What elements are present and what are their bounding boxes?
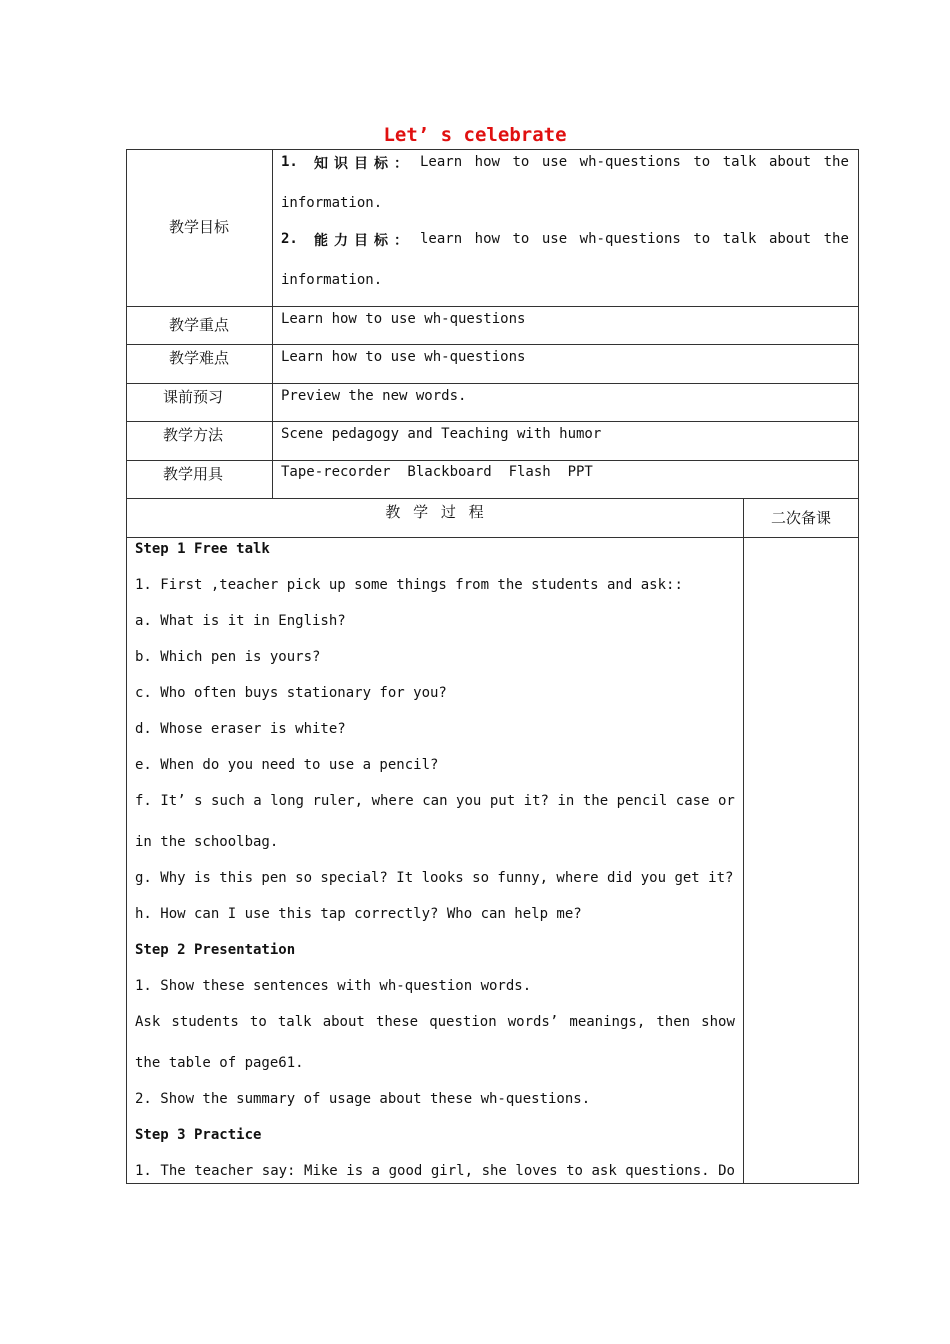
- word: meanings,: [569, 1014, 646, 1030]
- word: about: [768, 231, 812, 247]
- process-header-divider: [126, 537, 859, 538]
- word: where: [371, 793, 414, 809]
- question-d: d. Whose eraser is white?: [135, 721, 346, 737]
- row-divider: [126, 421, 859, 422]
- objective1-line2: information.: [281, 195, 383, 211]
- word: girl,: [430, 1163, 474, 1179]
- word: show: [701, 1014, 735, 1030]
- word: students: [171, 1014, 239, 1030]
- second-prep-header: 二次备课: [770, 509, 831, 527]
- methods-value: Scene pedagogy and Teaching with humor: [281, 426, 602, 442]
- word: the: [823, 154, 849, 170]
- row-divider: [126, 306, 859, 307]
- question-a: a. What is it in English?: [135, 613, 346, 629]
- tools-label: 教学用具: [162, 465, 223, 483]
- step1-intro: 1. First ,teacher pick up some things from the students and ask::: [135, 577, 683, 593]
- objective1-line1: [420, 154, 849, 170]
- word: you: [456, 793, 482, 809]
- word: It’ s: [160, 793, 203, 809]
- objective1-label: 知识目标：: [314, 156, 414, 172]
- word: Ask: [135, 1014, 161, 1030]
- word: use: [541, 231, 568, 247]
- difficulties-value: Learn how to use wh-questions: [281, 349, 526, 365]
- step2-item1: 1. Show these sentences with wh-question words.: [135, 978, 532, 994]
- process-table-divider: [743, 498, 744, 1184]
- objective2-number: 2.: [281, 231, 298, 247]
- word: can: [422, 793, 448, 809]
- word: she: [481, 1163, 507, 1179]
- word: then: [656, 1014, 691, 1030]
- word: about: [768, 154, 812, 170]
- objective2-line1: [420, 231, 849, 247]
- word: put: [489, 793, 516, 809]
- word: about: [322, 1014, 365, 1030]
- word: case: [675, 793, 710, 809]
- word: talk: [277, 1014, 312, 1030]
- row-divider: [126, 383, 859, 384]
- question-g: g. Why is this pen so special? It looks so funny, where did you get it?: [135, 870, 734, 886]
- word: talk: [722, 231, 757, 247]
- document-title: Let’ s celebrate: [383, 124, 567, 146]
- word: such: [211, 793, 245, 809]
- word: 1.: [135, 1163, 152, 1179]
- word: Mike: [304, 1163, 338, 1179]
- step2-ask-line2: the table of page61.: [135, 1055, 304, 1071]
- step3-title: Step 3 Practice: [135, 1127, 262, 1143]
- word: use: [541, 154, 568, 170]
- word: a: [371, 1163, 381, 1179]
- word: teacher: [194, 1163, 254, 1179]
- word: good: [388, 1163, 423, 1179]
- difficulties-label: 教学难点: [168, 349, 229, 367]
- step1-title: Step 1 Free talk: [135, 541, 270, 557]
- word: pencil: [616, 793, 668, 809]
- word: ruler,: [312, 793, 364, 809]
- word: say:: [261, 1163, 296, 1179]
- word: to: [512, 231, 530, 247]
- word: to: [249, 1014, 267, 1030]
- word: words’: [507, 1014, 559, 1030]
- word: Do: [718, 1163, 735, 1179]
- question-c: c. Who often buys stationary for you?: [135, 685, 447, 701]
- tools-value: Tape-recorder Blackboard Flash PPT: [281, 464, 593, 480]
- word: question: [429, 1014, 497, 1030]
- step2-item2: 2. Show the summary of usage about these wh-questions.: [135, 1091, 591, 1107]
- word: or: [718, 793, 735, 809]
- word: a: [253, 793, 262, 809]
- objective2-label: 能力目标：: [314, 233, 414, 249]
- word: f.: [135, 793, 152, 809]
- word: is: [346, 1163, 364, 1179]
- question-h: h. How can I use this tap correctly? Who can help me?: [135, 906, 582, 922]
- preview-label: 课前预习: [162, 388, 223, 406]
- objectives-label: 教学目标: [168, 218, 229, 236]
- info-table-divider: [272, 149, 273, 499]
- word: Learn: [420, 154, 463, 170]
- word: to: [512, 154, 530, 170]
- word: wh-questions: [579, 231, 681, 247]
- question-f-line2: in the schoolbag.: [135, 834, 279, 850]
- word: questions.: [625, 1163, 710, 1179]
- word: learn: [420, 231, 463, 247]
- question-f-line1: [135, 793, 735, 809]
- process-header: 教 学 过 程: [385, 503, 484, 521]
- word: the: [823, 231, 849, 247]
- word: how: [474, 154, 500, 170]
- objective1-number: 1.: [281, 154, 298, 170]
- step3-item1-line1: [135, 1163, 735, 1179]
- key-points-label: 教学重点: [168, 316, 229, 334]
- word: long: [270, 793, 304, 809]
- word: the: [582, 793, 609, 809]
- preview-value: Preview the new words.: [281, 388, 467, 404]
- word: to: [693, 154, 711, 170]
- word: ask: [591, 1163, 617, 1179]
- word: these: [375, 1014, 419, 1030]
- word: talk: [722, 154, 757, 170]
- word: wh-questions: [579, 154, 681, 170]
- step2-ask-line1: [135, 1014, 735, 1030]
- word: The: [160, 1163, 186, 1179]
- question-b: b. Which pen is yours?: [135, 649, 321, 665]
- objective2-line2: information.: [281, 272, 383, 288]
- word: loves: [515, 1163, 558, 1179]
- row-divider: [126, 344, 859, 345]
- word: to: [693, 231, 711, 247]
- word: how: [474, 231, 500, 247]
- word: it?: [523, 793, 549, 809]
- word: to: [566, 1163, 583, 1179]
- key-points-value: Learn how to use wh-questions: [281, 311, 526, 327]
- methods-label: 教学方法: [162, 426, 223, 444]
- word: in: [557, 793, 575, 809]
- row-divider: [126, 460, 859, 461]
- question-e: e. When do you need to use a pencil?: [135, 757, 439, 773]
- step2-title: Step 2 Presentation: [135, 942, 296, 958]
